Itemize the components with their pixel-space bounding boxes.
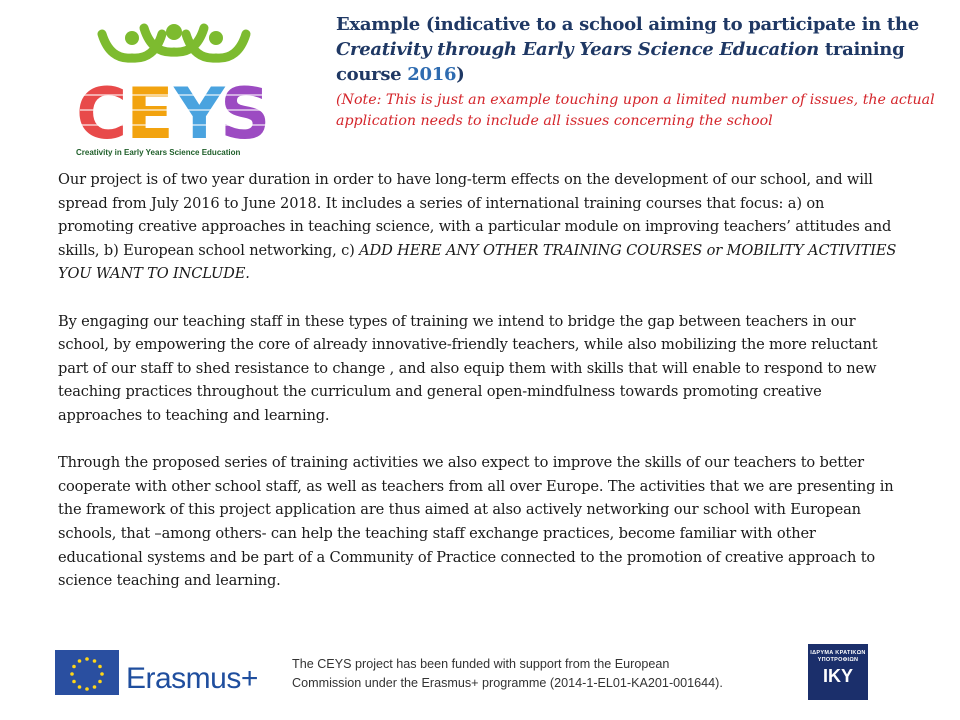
ceys-logo-graphic bbox=[70, 20, 280, 150]
paragraph-3: Through the proposed series of training activities we also expect to improve the skills of our teachers to better cooperate with other school staff, as well as teachers from all over Europe. The activities that we are presenting in the framework of this project application are thus aimed at also actively networking our school with European schools, that –among others- can help the teaching staff exchange practices, become familiar with other educational systems and be part of a Community of Practice connected to the promotion of creative approach to science teaching and learning. bbox=[58, 454, 894, 590]
logo-tagline: Creativity in Early Years Science Education bbox=[76, 148, 241, 157]
erasmus-plus-logo: Erasmus+ bbox=[126, 662, 258, 695]
funding-statement bbox=[292, 655, 792, 693]
title-text-1: Example (indicative to a school aiming to participate in the bbox=[336, 14, 919, 35]
title-year: 2016 bbox=[407, 64, 457, 85]
title-end: ) bbox=[456, 64, 465, 85]
body-content bbox=[58, 168, 898, 616]
header bbox=[336, 12, 946, 132]
title-course-name: Creativity through Early Years Science Education bbox=[336, 39, 819, 60]
page-title bbox=[336, 12, 946, 87]
paragraph-2: By engaging our teaching staff in these types of training we intend to bridge the gap between teachers in our school, by empowering the core of already innovative-friendly teachers, while also mobilizing the more reluctant part of our staff to shed resistance to change , and also equip them with skills that will enable to respond to new teaching practices throughout the curriculum and general open-mindfulness towards promoting creative approaches to teaching and learning. bbox=[58, 312, 878, 424]
ceys-logo bbox=[70, 20, 280, 170]
title-text-2: training course bbox=[336, 39, 905, 85]
svg-text:Y: Y bbox=[174, 73, 225, 150]
paragraph-1-italic: ADD HERE ANY OTHER TRAINING COURSES or MOBILITY ACTIVITIES YOU WANT TO INCLUDE. bbox=[58, 241, 897, 283]
funding-line-1: The CEYS project has been funded with support from the European bbox=[292, 657, 670, 671]
svg-text:S: S bbox=[220, 73, 271, 150]
paragraph-1-text: Our project is of two year duration in order to have long-term effects on the development of our school, and will spread from July 2016 to June 2018. It includes a series of international training courses that focus: a) on promoting creative approaches in teaching science, with a particular module on improving teachers’ attitudes and skills, b) European school networking, c) bbox=[58, 171, 892, 259]
eu-flag-icon bbox=[55, 650, 119, 695]
funding-line-2: Commission under the Erasmus+ programme (2014-1-EL01-KA201-001644). bbox=[292, 676, 723, 690]
iky-acronym: IKY bbox=[822, 666, 853, 686]
paragraph-1 bbox=[58, 168, 898, 286]
iky-logo bbox=[808, 644, 868, 700]
svg-text:E: E bbox=[126, 73, 174, 150]
iky-full-name: ΙΔΡΥΜΑ ΚΡΑΤΙΚΩΝ ΥΠΟΤΡΟΦΙΩΝ bbox=[810, 650, 866, 663]
note-text: (Note: This is just an example touching upon a limited number of issues, the actual application needs to include all issues concerning the school bbox=[336, 92, 935, 129]
svg-text:C: C bbox=[76, 73, 128, 150]
